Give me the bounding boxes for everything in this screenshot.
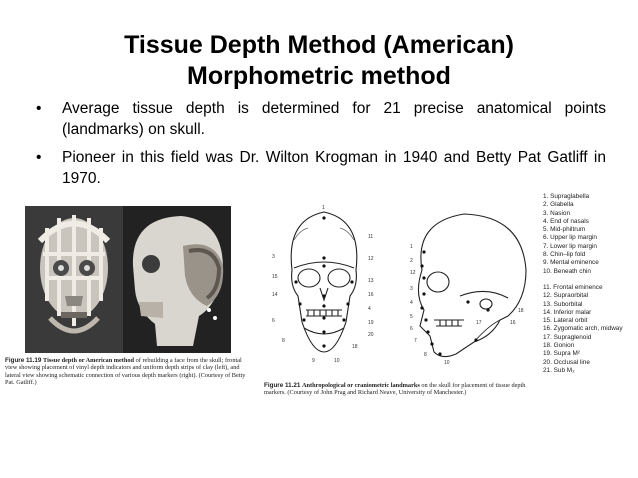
bullet-item xyxy=(36,98,606,140)
figure-caption-left xyxy=(5,357,253,387)
side-number: 12 xyxy=(410,270,416,276)
bullet-text: Average tissue depth is determined for 21 precise anatomical points (landmarks) on skull. xyxy=(62,100,606,138)
title-line-1: Tissue Depth Method (American) xyxy=(124,31,514,59)
bullet-dot: • xyxy=(36,149,42,166)
landmark-item: 8. Chin–lip fold xyxy=(543,251,586,259)
front-number: 20 xyxy=(368,332,374,338)
bullet-dot: • xyxy=(36,100,42,117)
front-number: 9 xyxy=(312,358,315,364)
side-number: 8 xyxy=(424,352,427,358)
front-skull-markers xyxy=(294,216,353,347)
figure-text: on the skull for placement of tissue depth markers. (Courtesy of John Prag and Richard Neave, University of Manchester.) xyxy=(264,382,526,397)
landmark-item: 12. Supraorbital xyxy=(543,292,589,300)
landmark-item: 7. Lower lip margin xyxy=(543,242,597,250)
front-face-photo xyxy=(25,206,123,353)
front-number: 6 xyxy=(272,318,275,324)
front-number: 8 xyxy=(282,338,285,344)
figure-text: of rebuilding a face from the skull; frontal view showing placement of vinyl depth indicators and uniform depth strips of clay (left), and lateral view showing schematic connection of various depth markers (right). (Courtesy of Betty Pat. Gatliff.) xyxy=(5,357,246,387)
landmark-group-gap xyxy=(543,276,638,284)
front-number: 1 xyxy=(322,205,325,211)
side-number: 16 xyxy=(510,320,516,326)
landmark-item: 16. Zygomatic arch, midway xyxy=(543,325,623,333)
bullet-item xyxy=(36,147,606,189)
front-number: 15 xyxy=(272,274,278,280)
front-number: 4 xyxy=(368,306,371,312)
side-face-illustration xyxy=(123,206,231,353)
slide-title xyxy=(0,30,638,92)
front-number: 11 xyxy=(368,234,374,240)
landmark-item: 9. Mental eminence xyxy=(543,259,599,267)
landmark-item: 6. Upper lip margin xyxy=(543,234,597,242)
title-line-2: Morphometric method xyxy=(187,62,451,90)
landmark-item: 1. Supraglabella xyxy=(543,193,590,200)
landmark-item: 20. Occlusal line xyxy=(543,358,590,366)
figure-label: Figure 11.21 xyxy=(264,382,301,389)
bullet-text: Pioneer in this field was Dr. Wilton Krogman in 1940 and Betty Pat Gatliff in 1970. xyxy=(62,149,606,187)
side-skull-drawing xyxy=(418,214,526,357)
front-number: 13 xyxy=(368,278,374,284)
side-number: 1 xyxy=(410,244,413,250)
side-face-photo xyxy=(123,206,231,353)
front-number: 18 xyxy=(352,344,358,350)
landmark-item: 14. Inferior malar xyxy=(543,308,592,316)
side-number: 10 xyxy=(444,360,450,366)
front-number: 10 xyxy=(334,358,340,364)
landmark-item: 10. Beneath chin xyxy=(543,267,591,275)
front-number: 3 xyxy=(272,254,275,260)
front-face-illustration xyxy=(25,206,123,353)
front-number: 14 xyxy=(272,292,278,298)
side-number: 5 xyxy=(410,314,413,320)
side-number: 18 xyxy=(518,308,524,314)
skull-landmark-diagram xyxy=(264,200,536,370)
figure-title: Tissue depth or American method xyxy=(42,357,135,364)
front-number: 19 xyxy=(368,320,374,326)
landmark-item: 15. Lateral orbit xyxy=(543,317,588,325)
figure-label: Figure 11.19 xyxy=(5,357,42,364)
figure-caption-right xyxy=(264,382,540,397)
landmark-item: 18. Gonion xyxy=(543,342,575,350)
side-number: 3 xyxy=(410,286,413,292)
landmark-item: 2. Glabella xyxy=(543,201,574,209)
side-number: 2 xyxy=(410,258,413,264)
side-skull-numbers xyxy=(410,244,524,366)
landmark-item: 4. End of nasals xyxy=(543,217,589,225)
landmark-item: 5. Mid-philtrum xyxy=(543,226,586,234)
front-skull-numbers xyxy=(272,205,374,364)
landmark-item: 13. Suborbital xyxy=(543,300,583,308)
side-number: 4 xyxy=(410,300,413,306)
figure-title: Anthropological or craniometric landmarks xyxy=(301,382,420,389)
landmark-item: 17. Supraglenoid xyxy=(543,333,592,341)
landmark-item: 3. Nasion xyxy=(543,209,570,217)
side-number: 6 xyxy=(410,326,413,332)
front-number: 12 xyxy=(368,256,374,262)
side-number: 17 xyxy=(476,320,482,326)
landmark-item: 21. Sub M₂ xyxy=(543,366,575,374)
front-number: 16 xyxy=(368,292,374,298)
bullet-list xyxy=(36,98,606,196)
landmark-item: 19. Supra M² xyxy=(543,350,580,358)
landmark-item: 11. Frontal eminence xyxy=(543,283,603,291)
landmark-list xyxy=(543,193,638,375)
side-number: 7 xyxy=(414,338,417,344)
